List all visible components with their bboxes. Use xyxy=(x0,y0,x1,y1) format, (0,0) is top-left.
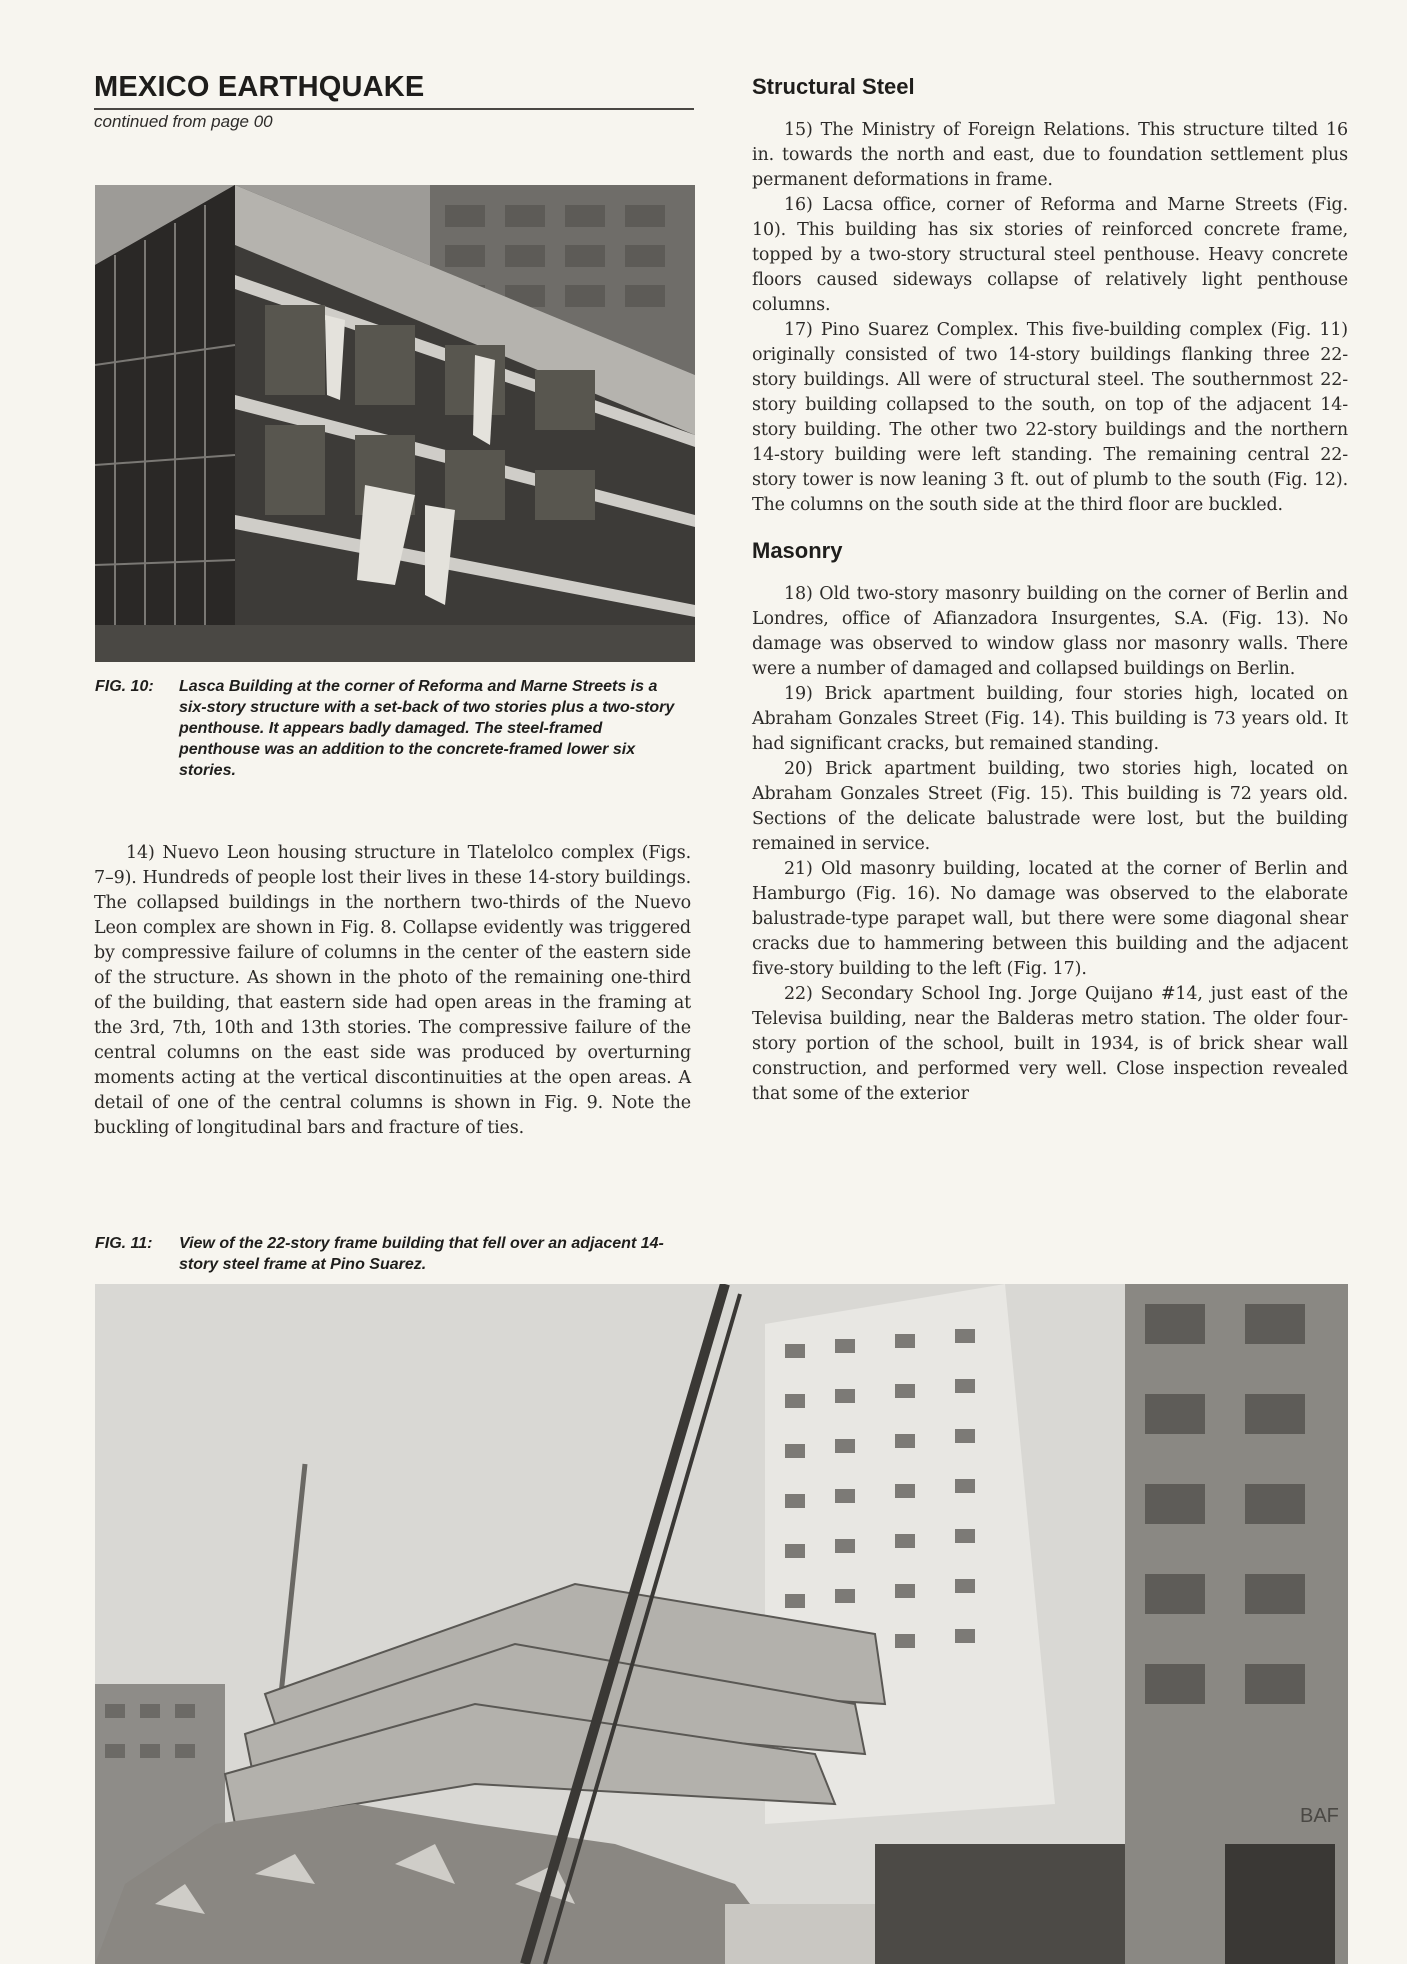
paragraph-16: 16) Lacsa office, corner of Reforma and Marne Streets (Fig. 10). This building has six stories of reinforced concrete frame, topped by a two-story structural steel penthouse. Heavy concrete floors caused sideways collapse of relatively light penthouse columns. xyxy=(752,195,1348,315)
fig10-caption xyxy=(95,676,695,781)
fig10-building-illustration xyxy=(95,185,695,662)
structural-steel-heading: Structural Steel xyxy=(752,74,915,99)
paragraph-19: 19) Brick apartment building, four stories high, located on Abraham Gonzales Street (Fig. 14). This building is 73 years old. It had significant cracks, but remained standing. xyxy=(752,684,1348,754)
paragraph-17: 17) Pino Suarez Complex. This five-building complex (Fig. 11) originally consisted of two 14-story buildings flanking three 22-story buildings. All were of structural steel. The southernmost 22-story building collapsed to the south, on top of the adjacent 14-story building. The other two 22-story buildings and the northern 14-story building were left standing. The remaining central 22-story tower is now leaning 3 ft. out of plumb to the south (Fig. 12). The columns on the south side at the third floor are buckled. xyxy=(752,320,1348,515)
paragraph-14: 14) Nuevo Leon housing structure in Tlatelolco complex (Figs. 7–9). Hundreds of people lost their lives in these 14-story buildings. The collapsed buildings in the northern two-thirds of the Nuevo Leon complex are shown in Fig. 8. Collapse evidently was triggered by compressive failure of columns in the center of the eastern side of the structure. As shown in the photo of the remaining one-third of the building, that eastern side had open areas in the framing at the 3rd, 7th, 10th and 13th stories. The compressive failure of the central columns on the east side was produced by overturning moments acting at the vertical discontinuities at the open areas. A detail of one of the central columns is shown in Fig. 9. Note the buckling of longitudinal bars and fracture of ties. xyxy=(94,843,691,1138)
paragraph-20: 20) Brick apartment building, two stories high, located on Abraham Gonzales Street (Fig. 15). This building is 72 years old. Sections of the delicate balustrade were lost, but the building remained in service. xyxy=(752,759,1348,854)
masonry-heading: Masonry xyxy=(752,538,843,563)
paragraph-22: 22) Secondary School Ing. Jorge Quijano #14, just east of the Televisa building, near the Balderas metro station. The older four-story portion of the school, built in 1934, is of brick shear wall construction, and performed very well. Close inspection revealed that some of the exterior xyxy=(752,984,1348,1104)
paragraph-18: 18) Old two-story masonry building on the corner of Berlin and Londres, office of Afianzadora Insurgentes, S.A. (Fig. 13). No damage was observed to window glass nor masonry walls. There were a number of damaged and collapsed buildings on Berlin. xyxy=(752,584,1348,679)
fig10-caption-label: FIG. 10: xyxy=(95,678,154,695)
running-title: MEXICO EARTHQUAKE xyxy=(94,70,694,110)
fig11-caption-label: FIG. 11: xyxy=(95,1235,153,1252)
fig11-collapse-illustration xyxy=(95,1284,1348,1964)
fig11-photo xyxy=(95,1284,1348,1964)
fig11-caption xyxy=(95,1233,695,1275)
storefront-sign: BAF xyxy=(1300,1805,1339,1827)
paragraph-21: 21) Old masonry building, located at the corner of Berlin and Hamburgo (Fig. 16). No damage was observed to the elaborate balustrade-type parapet wall, but there were some diagonal shear cracks due to hammering between this building and the adjacent five-story building to the left (Fig. 17). xyxy=(752,859,1348,979)
fig10-photo xyxy=(95,185,695,662)
continued-note: continued from page 00 xyxy=(94,112,273,131)
right-column-text xyxy=(752,74,1348,1107)
fig10-caption-text: Lasca Building at the corner of Reforma and Marne Streets is a six-story structure with a set-back of two stories plus a two-story penthouse. It appears badly damaged. The steel-framed penthouse was an addition to the concrete-framed lower six stories. xyxy=(179,678,675,779)
left-column-text xyxy=(94,841,691,1141)
fig11-caption-text: View of the 22-story frame building that fell over an adjacent 14-story steel frame at Pino Suarez. xyxy=(179,1235,664,1273)
paragraph-15: 15) The Ministry of Foreign Relations. This structure tilted 16 in. towards the north and east, due to foundation settlement plus permanent deformations in frame. xyxy=(752,120,1348,190)
